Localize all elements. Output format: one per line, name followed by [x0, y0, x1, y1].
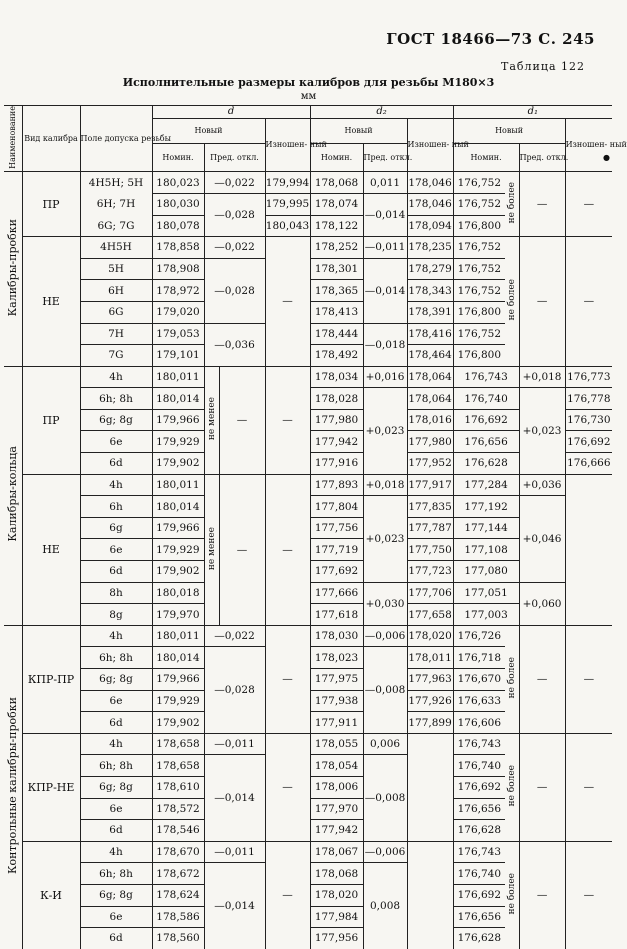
col-d-worn-header: Изношен- ный	[265, 119, 310, 172]
table-cell: 177,706	[407, 582, 453, 604]
table-cell: 176,743	[453, 733, 505, 755]
table-cell: —0,028	[204, 258, 265, 323]
table-cell: 177,080	[453, 561, 519, 583]
table-cell: 179,994	[265, 172, 310, 194]
table-cell: 178,546	[152, 820, 204, 842]
table-cell: 176,752	[453, 172, 505, 194]
table-cell: 6h	[80, 496, 152, 518]
table-cell: 178,343	[407, 280, 453, 302]
col-d2-header: d₂	[310, 106, 453, 119]
kind-cell: КПР-НЕ	[22, 733, 80, 841]
table-cell: 176,692	[453, 409, 519, 431]
table-cell: 177,666	[310, 582, 363, 604]
table-cell: 5H	[80, 258, 152, 280]
table-cell: 180,014	[152, 388, 204, 410]
table-cell: 178,464	[407, 345, 453, 367]
table-cell: 176,628	[453, 820, 505, 842]
table-cell: 176,743	[453, 841, 505, 863]
table-cell: 176,778	[565, 388, 612, 410]
table-cell: 177,899	[407, 712, 453, 734]
table-cell: 178,011	[407, 647, 453, 669]
table-cell: 178,492	[310, 345, 363, 367]
table-row	[4, 841, 612, 863]
table-cell: —0,006	[363, 841, 407, 863]
table-cell: 176,800	[453, 301, 505, 323]
table-cell: 177,984	[310, 906, 363, 928]
table-cell: 178,444	[310, 323, 363, 345]
table-row	[4, 733, 612, 755]
table-cell: 177,970	[310, 798, 363, 820]
table-cell: 179,902	[152, 561, 204, 583]
table-cell: —0,028	[204, 193, 265, 236]
table-cell: —0,022	[204, 237, 265, 259]
table-cell: —0,006	[363, 625, 407, 647]
col-d2-new-header: Новый	[310, 119, 407, 144]
table-cell: —0,011	[204, 841, 265, 863]
table-cell: 179,902	[152, 453, 204, 475]
table-cell: 179,929	[152, 539, 204, 561]
table-cell: 178,020	[310, 884, 363, 906]
table-cell: 6h; 8h	[80, 388, 152, 410]
col-d-nom-header: Номин.	[152, 144, 204, 172]
table-cell: 8h	[80, 582, 152, 604]
col-d2-worn-header: Изношен- ный	[407, 119, 453, 172]
table-cell: 6e	[80, 798, 152, 820]
table-cell: 6e	[80, 690, 152, 712]
table-cell: 6G	[80, 301, 152, 323]
table-unit: мм	[300, 91, 317, 102]
not-more-label: не более	[505, 733, 519, 841]
table-cell: —0,014	[363, 258, 407, 323]
table-cell: 178,572	[152, 798, 204, 820]
table-cell: 180,011	[152, 474, 204, 496]
table-cell: 4H5H; 5H	[80, 172, 152, 194]
not-more-label: не более	[505, 237, 519, 367]
table-cell: 178,624	[152, 884, 204, 906]
table-cell: 177,942	[310, 431, 363, 453]
table-cell: 176,740	[453, 863, 505, 885]
table-cell: 178,020	[407, 625, 453, 647]
table-cell: 4h	[80, 733, 152, 755]
table-cell: 176,752	[453, 323, 505, 345]
table-cell	[565, 474, 612, 625]
table-cell: 6d	[80, 561, 152, 583]
table-cell: 177,003	[453, 604, 519, 626]
table-cell: —	[219, 366, 265, 474]
table-cell: 178,279	[407, 258, 453, 280]
table-cell: 180,030	[152, 193, 204, 215]
table-cell: —0,022	[204, 172, 265, 194]
table-cell: 179,966	[152, 409, 204, 431]
table-cell: 6d	[80, 928, 152, 949]
table-cell: +0,023	[363, 388, 407, 474]
kind-cell: ПР	[22, 366, 80, 474]
table-cell: —	[519, 172, 565, 237]
table-cell: 7G	[80, 345, 152, 367]
kind-cell: НЕ	[22, 237, 80, 367]
table-cell: —	[265, 625, 310, 733]
table-cell: 177,956	[310, 928, 363, 949]
table-cell	[407, 733, 453, 841]
not-more-label: не более	[506, 873, 517, 915]
table-cell: 177,835	[407, 496, 453, 518]
table-cell: 180,011	[152, 366, 204, 388]
table-cell: 178,122	[310, 215, 363, 237]
table-cell: +0,016	[363, 366, 407, 388]
table-cell: 178,016	[407, 409, 453, 431]
table-cell: 178,416	[407, 323, 453, 345]
table-cell: 179,020	[152, 301, 204, 323]
table-cell: 178,658	[152, 733, 204, 755]
table-cell: 177,756	[310, 517, 363, 539]
table-cell: 177,804	[310, 496, 363, 518]
table-cell: 178,365	[310, 280, 363, 302]
table-cell: 6g; 8g	[80, 669, 152, 691]
table-cell: 179,966	[152, 517, 204, 539]
table-cell: 180,018	[152, 582, 204, 604]
kind-cell: КПР-ПР	[22, 625, 80, 733]
table-cell: 176,656	[453, 906, 505, 928]
table-cell: 178,858	[152, 237, 204, 259]
table-cell: 180,014	[152, 496, 204, 518]
table-cell: 178,908	[152, 258, 204, 280]
table-cell: 7H	[80, 323, 152, 345]
table-cell: 177,051	[453, 582, 519, 604]
table-cell: 178,055	[310, 733, 363, 755]
table-cell: 177,284	[453, 474, 519, 496]
table-cell: 176,692	[453, 776, 505, 798]
table-cell: 176,692	[565, 431, 612, 453]
table-cell: 180,011	[152, 625, 204, 647]
table-cell: 177,893	[310, 474, 363, 496]
gauge-table	[4, 105, 627, 949]
table-cell: 178,586	[152, 906, 204, 928]
table-caption: Исполнительные размеры калибров для резьбы М180×3	[122, 76, 495, 89]
col-name-header: Наименование	[4, 106, 22, 172]
table-cell: 177,192	[453, 496, 519, 518]
table-cell: —0,008	[363, 755, 407, 841]
table-cell: 178,028	[310, 388, 363, 410]
table-cell: —0,014	[204, 755, 265, 841]
table-cell: 177,942	[310, 820, 363, 842]
table-cell: 178,672	[152, 863, 204, 885]
table-cell: 179,929	[152, 690, 204, 712]
table-cell: 0,006	[363, 733, 407, 755]
table-cell: 178,046	[407, 193, 453, 215]
table-cell: —	[565, 625, 612, 733]
table-cell: 177,719	[310, 539, 363, 561]
table-cell: 176,606	[453, 712, 505, 734]
table-cell: —0,014	[363, 193, 407, 236]
table-cell: —	[565, 841, 612, 948]
table-cell: 180,078	[152, 215, 204, 237]
table-cell: 179,995	[265, 193, 310, 215]
table-cell: 178,064	[407, 388, 453, 410]
table-cell: 178,610	[152, 776, 204, 798]
table-cell: +0,018	[363, 474, 407, 496]
table-cell: 176,628	[453, 928, 505, 949]
table-cell: 180,023	[152, 172, 204, 194]
table-cell: 178,391	[407, 301, 453, 323]
table-cell: 176,692	[453, 884, 505, 906]
table-cell: 178,023	[310, 647, 363, 669]
not-more-label: не более	[505, 625, 519, 733]
table-cell: 176,743	[453, 366, 519, 388]
table-cell: 177,144	[453, 517, 519, 539]
table-cell: 177,980	[310, 409, 363, 431]
table-cell: 6g; 8g	[80, 884, 152, 906]
table-cell: 177,692	[310, 561, 363, 583]
table-cell: 176,633	[453, 690, 505, 712]
table-cell: 177,917	[407, 474, 453, 496]
table-cell: +0,023	[363, 496, 407, 582]
table-cell: 4h	[80, 366, 152, 388]
table-cell: 176,730	[565, 409, 612, 431]
table-cell: 176,800	[453, 345, 505, 367]
table-cell: 4h	[80, 841, 152, 863]
table-cell: —	[519, 733, 565, 841]
table-cell: —	[519, 625, 565, 733]
table-cell: 179,101	[152, 345, 204, 367]
table-cell: 6h; 8h	[80, 647, 152, 669]
table-cell: 178,006	[310, 776, 363, 798]
kind-cell: НЕ	[22, 474, 80, 625]
table-cell: 6d	[80, 820, 152, 842]
table-cell: 179,902	[152, 712, 204, 734]
table-cell: 6g; 8g	[80, 409, 152, 431]
table-cell: +0,046	[519, 496, 565, 582]
table-cell: 178,252	[310, 237, 363, 259]
table-cell: +0,060	[519, 582, 565, 625]
table-cell: 179,929	[152, 431, 204, 453]
table-cell: 178,067	[310, 841, 363, 863]
table-cell: 6h; 8h	[80, 863, 152, 885]
table-cell: 177,618	[310, 604, 363, 626]
table-cell: —	[265, 733, 310, 841]
table-cell: 179,053	[152, 323, 204, 345]
table-cell	[407, 841, 453, 948]
col-d-pred-header: Пред. откл.	[204, 144, 265, 172]
table-cell: 0,011	[363, 172, 407, 194]
table-cell: —	[565, 172, 612, 237]
col-d1-worn-header: Изношен- ный	[565, 119, 612, 172]
table-row	[4, 172, 612, 194]
table-cell: 178,413	[310, 301, 363, 323]
col-d1-header: d₁	[453, 106, 612, 119]
table-cell: 177,911	[310, 712, 363, 734]
table-cell: +0,018	[519, 366, 565, 388]
table-cell: 178,301	[310, 258, 363, 280]
table-cell: —0,014	[204, 863, 265, 949]
table-cell: 6e	[80, 906, 152, 928]
table-cell: 176,666	[565, 453, 612, 475]
table-cell: 176,752	[453, 193, 505, 215]
table-cell: 176,773	[565, 366, 612, 388]
table-cell: 176,718	[453, 647, 505, 669]
col-kind-header: Вид калибра	[22, 106, 80, 172]
group-label: Калибры-пробки	[4, 172, 22, 366]
table-cell: —0,018	[363, 323, 407, 366]
table-cell: 178,972	[152, 280, 204, 302]
table-cell: 177,938	[310, 690, 363, 712]
table-cell: 178,658	[152, 755, 204, 777]
table-cell: 177,658	[407, 604, 453, 626]
group-label: Контрольные калибры-пробки	[6, 697, 20, 875]
table-cell: 6H	[80, 280, 152, 302]
col-d2-nom-header: Номин.	[310, 144, 363, 172]
table-cell: +0,030	[363, 582, 407, 625]
table-cell: 4h	[80, 625, 152, 647]
table-cell: +0,036	[519, 474, 565, 496]
table-cell: 178,064	[407, 366, 453, 388]
col-field-header: Поле допуска резьбы	[80, 106, 152, 172]
table-cell: —	[565, 237, 612, 367]
table-cell: 177,787	[407, 517, 453, 539]
table-cell: —0,036	[204, 323, 265, 366]
table-cell: 176,628	[453, 453, 519, 475]
table-cell: 178,670	[152, 841, 204, 863]
col-d1-pred-header: Пред. откл.	[519, 144, 565, 172]
table-cell: —	[519, 841, 565, 948]
table-cell: 177,916	[310, 453, 363, 475]
table-cell: 178,068	[310, 863, 363, 885]
table-cell: —0,028	[204, 647, 265, 733]
table-cell: 178,074	[310, 193, 363, 215]
kind-cell: К-И	[22, 841, 80, 948]
col-d1-new-header: Новый	[453, 119, 565, 144]
table-cell: 176,740	[453, 388, 519, 410]
table-cell: —0,022	[204, 625, 265, 647]
table-cell: 6e	[80, 431, 152, 453]
table-cell: 178,046	[407, 172, 453, 194]
not-more-label: не более	[505, 172, 519, 237]
table-row	[4, 474, 612, 496]
table-cell: 180,043	[265, 215, 310, 237]
table-label: Таблица 122	[501, 60, 585, 73]
table-cell: 178,054	[310, 755, 363, 777]
table-cell: 6g	[80, 517, 152, 539]
table-cell: 179,966	[152, 669, 204, 691]
group-label: Калибры-кольца	[4, 366, 22, 625]
page-header: ГОСТ 18466—73 С. 245	[386, 30, 595, 48]
table-cell: 178,235	[407, 237, 453, 259]
table-cell: 176,752	[453, 237, 505, 259]
table-cell: 178,030	[310, 625, 363, 647]
table-cell: 6h; 8h	[80, 755, 152, 777]
table-cell: 176,752	[453, 280, 505, 302]
table-cell: 6H; 7H	[80, 193, 152, 215]
margin-dot: ●	[603, 153, 610, 162]
table-cell: 177,723	[407, 561, 453, 583]
kind-cell: ПР	[22, 172, 80, 237]
table-cell: 178,068	[310, 172, 363, 194]
table-cell: 177,926	[407, 690, 453, 712]
table-cell: 177,108	[453, 539, 519, 561]
table-cell: 6d	[80, 712, 152, 734]
table-cell: 6G; 7G	[80, 215, 152, 237]
table-cell: 6d	[80, 453, 152, 475]
col-d-new-header: Новый	[152, 119, 265, 144]
col-d-header: d	[152, 106, 310, 119]
table-cell: —	[519, 237, 565, 367]
table-cell: 4h	[80, 474, 152, 496]
table-cell: 8g	[80, 604, 152, 626]
table-cell: —0,011	[363, 237, 407, 259]
table-cell: —	[565, 733, 612, 841]
table-cell: 177,975	[310, 669, 363, 691]
table-cell: 177,952	[407, 453, 453, 475]
table-cell: —	[265, 474, 310, 625]
table-cell: 176,670	[453, 669, 505, 691]
table-cell: —0,008	[363, 647, 407, 733]
not-less-label: не менее	[204, 474, 219, 625]
table-cell: 4H5H	[80, 237, 152, 259]
col-d2-pred-header: Пред. откл.	[363, 144, 407, 172]
table-cell: 180,014	[152, 647, 204, 669]
table-cell: 178,560	[152, 928, 204, 949]
table-cell: 177,963	[407, 669, 453, 691]
table-cell: —	[265, 841, 310, 948]
table-cell: 176,656	[453, 431, 519, 453]
table-cell: —	[265, 366, 310, 474]
table-cell: 178,034	[310, 366, 363, 388]
table-cell: —0,011	[204, 733, 265, 755]
table-row	[4, 625, 612, 647]
table-cell: 176,740	[453, 755, 505, 777]
table-cell: 176,800	[453, 215, 505, 237]
table-cell: 179,970	[152, 604, 204, 626]
table-row	[4, 237, 612, 259]
table-cell: 176,752	[453, 258, 505, 280]
table-cell: —	[219, 474, 265, 625]
table-cell: 0,008	[363, 863, 407, 949]
table-cell: 176,726	[453, 625, 505, 647]
table-row	[4, 366, 612, 388]
table-cell: 178,094	[407, 215, 453, 237]
table-cell: 177,750	[407, 539, 453, 561]
table-cell: +0,023	[519, 388, 565, 474]
not-less-label: не менее	[204, 366, 219, 474]
col-d1-nom-header: Номин.	[453, 144, 519, 172]
table-cell: 6g; 8g	[80, 776, 152, 798]
table-cell: 177,980	[407, 431, 453, 453]
table-cell: 6e	[80, 539, 152, 561]
table-cell: —	[265, 237, 310, 367]
table-cell: 176,656	[453, 798, 505, 820]
